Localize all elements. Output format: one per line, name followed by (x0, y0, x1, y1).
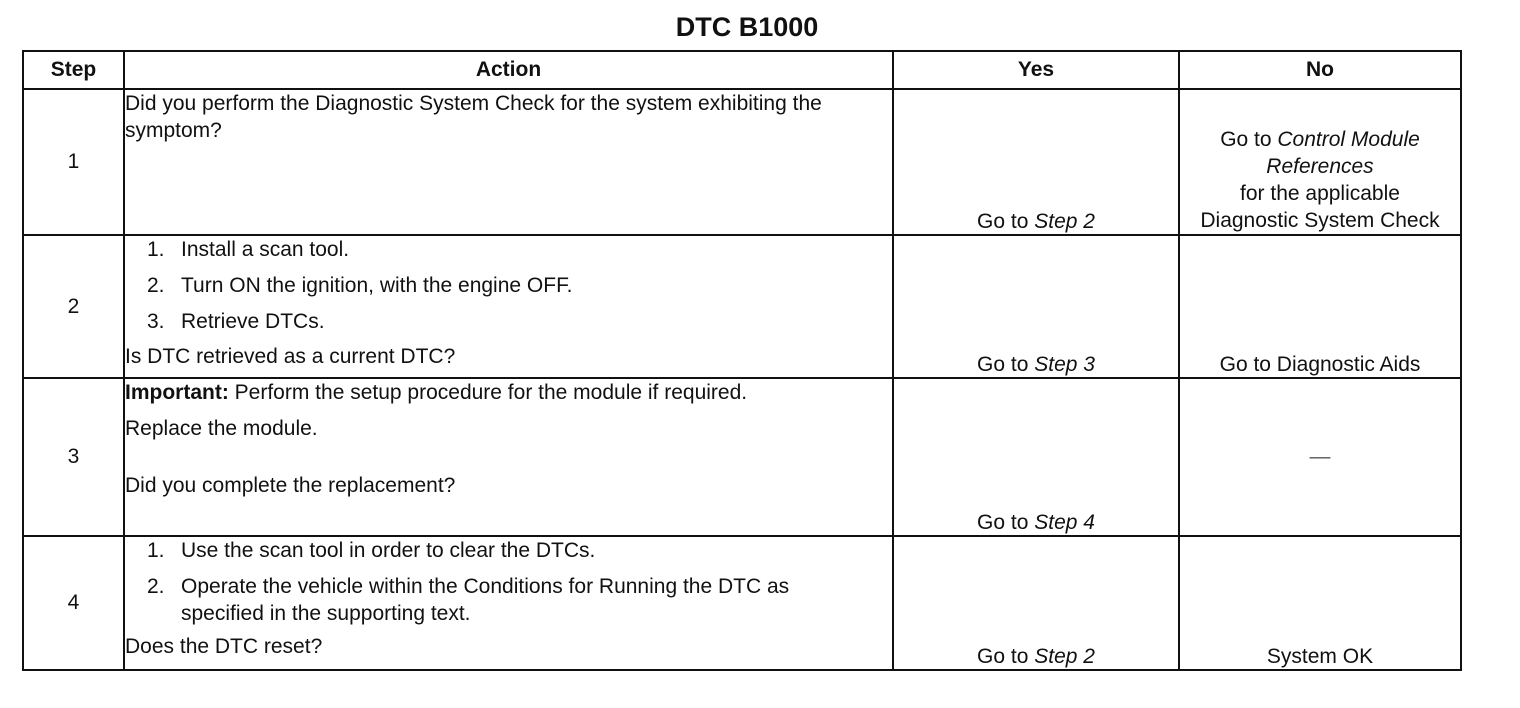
step-number: 4 (23, 536, 124, 670)
question-text: Is DTC retrieved as a current DTC? (125, 345, 456, 368)
yes-cell (893, 235, 1179, 378)
yes-prefix: Go to (977, 645, 1035, 668)
action-cell (124, 235, 893, 378)
yes-step-link[interactable]: Step 4 (1034, 511, 1095, 534)
list-item: 2. Turn ON the ignition, with the engine OFF. (147, 274, 573, 297)
step-number: 3 (23, 378, 124, 536)
no-cell (1179, 536, 1461, 670)
header-step: Step (23, 51, 124, 89)
yes-step-link[interactable]: Step 3 (1034, 353, 1095, 376)
step-number: 2 (23, 235, 124, 378)
yes-step-link[interactable]: Step 2 (1034, 210, 1095, 233)
yes-prefix: Go to (977, 511, 1035, 534)
list-item: 3. Retrieve DTCs. (147, 310, 325, 333)
yes-cell (893, 378, 1179, 536)
header-no: No (1179, 51, 1461, 89)
header-action: Action (124, 51, 893, 89)
header-yes: Yes (893, 51, 1179, 89)
yes-step-link[interactable]: Step 2 (1034, 645, 1095, 668)
yes-prefix: Go to (977, 353, 1035, 376)
no-system-ok: System OK (1266, 645, 1374, 668)
no-reference-link[interactable]: Control Module References (1266, 128, 1420, 178)
yes-cell (893, 89, 1179, 235)
page-title: DTC B1000 (675, 12, 819, 42)
question-text: Does the DTC reset? (125, 635, 323, 658)
no-cell (1179, 89, 1461, 235)
table-row (23, 378, 1461, 536)
table-row (23, 536, 1461, 670)
list-item: 1. Use the scan tool in order to clear the DTCs. (147, 539, 596, 562)
no-cell (1179, 378, 1461, 536)
step-number: 1 (23, 89, 124, 235)
action-cell (124, 378, 893, 536)
instruction-text: Replace the module. (125, 417, 318, 440)
important-label: Important: (125, 381, 229, 404)
instruction-list (125, 236, 892, 335)
question-text: Did you complete the replacement? (125, 474, 456, 497)
no-cell (1179, 235, 1461, 378)
list-item: 1. Install a scan tool. (147, 238, 350, 261)
no-suffix: for the applicable Diagnostic System Check (1200, 182, 1440, 232)
action-text: Did you perform the Diagnostic System Check for the system exhibiting the symptom? (125, 92, 822, 142)
instruction-list (125, 537, 892, 627)
no-diagnostic-aids[interactable]: Go to Diagnostic Aids (1219, 353, 1421, 376)
action-cell (124, 536, 893, 670)
yes-cell (893, 536, 1179, 670)
dtc-table (22, 50, 1462, 671)
yes-prefix: Go to (977, 210, 1035, 233)
table-header-row (23, 51, 1461, 89)
no-dash: — (1309, 445, 1331, 468)
action-cell (124, 89, 893, 235)
list-item: 2. Operate the vehicle within the Conditions for Running the DTC as specified in the supporting text. (147, 575, 790, 625)
no-prefix: Go to (1220, 128, 1278, 151)
table-row (23, 89, 1461, 235)
table-row (23, 235, 1461, 378)
important-text: Perform the setup procedure for the module if required. (228, 381, 748, 404)
